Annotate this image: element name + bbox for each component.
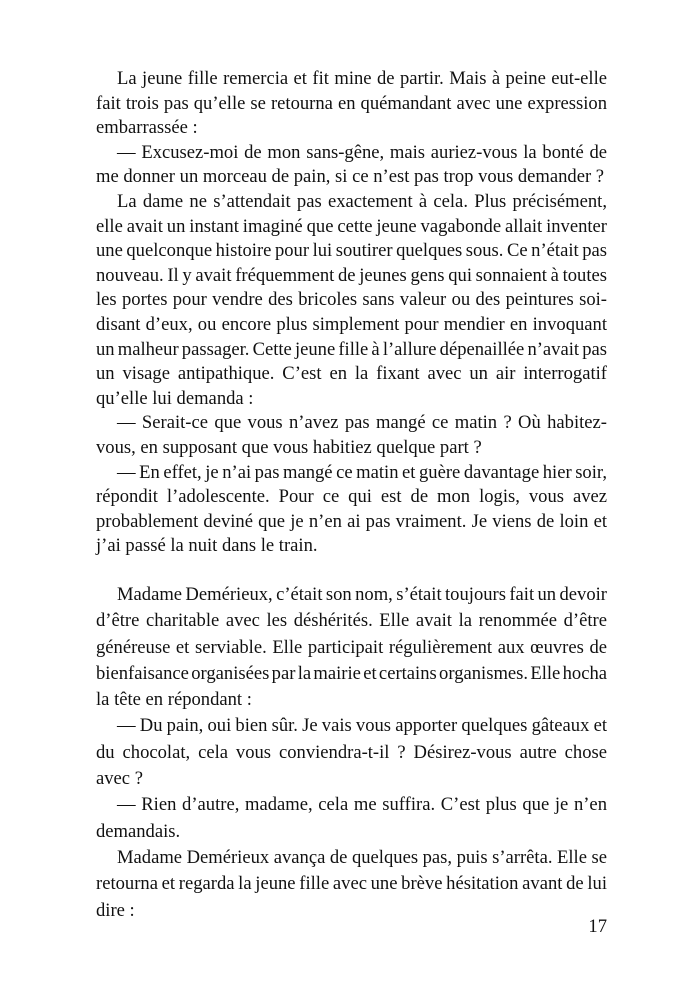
text-line-content: un visage antipathique. C’est en la fixant avec un air interrogatif [96, 363, 607, 385]
text-line [96, 436, 607, 461]
text-line [96, 845, 607, 871]
text-line [96, 534, 607, 559]
text-line [96, 165, 607, 190]
text-line [96, 582, 607, 608]
text-line [96, 387, 607, 412]
text-line-content: avec ? [96, 768, 143, 790]
text-line-content: répondit l’adolescente. Pour ce qui est de mon logis, vous avez [96, 486, 607, 508]
text-line [96, 338, 607, 363]
text-line [96, 190, 607, 215]
text-line [96, 485, 607, 510]
text-line-content: retourna et regarda la jeune fille avec une brève hésitation avant de lui [96, 873, 607, 895]
text-line-content: embarrassée : [96, 117, 198, 139]
text-line-content: me donner un morceau de pain, si ce n’est pas trop vous demander ? [96, 166, 605, 188]
text-line [96, 288, 607, 313]
text-line [96, 313, 607, 338]
text-line-content: vous, en supposant que vous habitiez quelque part ? [96, 436, 482, 458]
text-line-content: bienfaisance organisées par la mairie et certains organismes. Elle hocha [96, 662, 607, 684]
page-number: 17 [588, 916, 607, 937]
text-line [96, 116, 607, 141]
text-line [96, 362, 607, 387]
text-line [96, 766, 607, 792]
text-line-content: demandais. [96, 820, 181, 842]
text-line [96, 510, 607, 535]
text-line-content: fait trois pas qu’elle se retourna en quémandant avec une expression [96, 92, 607, 114]
text-line-content: elle avait un instant imaginé que cette jeune vagabonde allait inventer [96, 215, 607, 237]
text-line [96, 239, 607, 264]
text-line-content: du chocolat, cela vous conviendra-t-il ? Désirez-vous autre chose [96, 741, 607, 763]
text-line [96, 67, 607, 92]
text-line [96, 215, 607, 240]
text-line-content: dire : [96, 899, 135, 921]
text-line-content: La dame ne s’attendait pas exactement à cela. Plus précisément, [117, 190, 607, 212]
text-line-content: disant d’eux, ou encore plus simplement pour mendier en invoquant [96, 313, 607, 335]
text-line-content: — Serait-ce que vous n’avez pas mangé ce matin ? Où habitez- [117, 412, 607, 434]
text-line [96, 898, 607, 924]
text-line [96, 871, 607, 897]
text-line [96, 713, 607, 739]
text-line [96, 608, 607, 634]
text-line-content: généreuse et serviable. Elle participait régulièrement aux œuvres de [96, 636, 607, 658]
text-line-content: — Rien d’autre, madame, cela me suffira. C’est plus que je n’en [117, 794, 607, 816]
text-line-content: Madame Demérieux avança de quelques pas, puis s’arrêta. Elle se [117, 846, 607, 868]
text-line-content: Madame Demérieux, c’était son nom, s’était toujours fait un devoir [117, 584, 607, 605]
text-line-content: — En effet, je n’ai pas mangé ce matin et guère davantage hier soir, [117, 461, 607, 483]
text-line-content: une quelconque histoire pour lui soutirer quelques sous. Ce n’était pas [96, 240, 607, 262]
text-line-content: La jeune fille remercia et fit mine de partir. Mais à peine eut-elle [117, 68, 607, 89]
text-line-content: probablement deviné que je n’en ai pas vraiment. Je viens de loin et [96, 510, 607, 532]
text-line [96, 141, 607, 166]
text-line [96, 635, 607, 661]
text-line [96, 411, 607, 436]
text-line [96, 687, 607, 713]
text-line [96, 461, 607, 486]
text-block-2 [96, 582, 607, 924]
text-line-content: j’ai passé la nuit dans le train. [96, 535, 318, 557]
text-line [96, 264, 607, 289]
text-line [96, 819, 607, 845]
text-line-content: un malheur passager. Cette jeune fille à l’allure dépenaillée n’avait pas [96, 338, 607, 360]
text-line-content: la tête en répondant : [96, 689, 252, 711]
text-block-1 [96, 67, 607, 559]
text-line [96, 740, 607, 766]
text-line [96, 792, 607, 818]
text-line-content: — Du pain, oui bien sûr. Je vais vous apporter quelques gâteaux et [117, 715, 607, 737]
text-line-content: d’être charitable avec les déshérités. Elle avait la renommée d’être [96, 610, 607, 632]
text-line-content: qu’elle lui demanda : [96, 387, 254, 409]
text-line [96, 92, 607, 117]
text-line-content: nouveau. Il y avait fréquemment de jeunes gens qui sonnaient à toutes [96, 264, 607, 286]
text-line-content: les portes pour vendre des bricoles sans valeur ou des peintures soi- [96, 289, 607, 311]
text-line-content: — Excusez-moi de mon sans-gêne, mais auriez-vous la bonté de [117, 141, 607, 163]
text-line [96, 661, 607, 687]
